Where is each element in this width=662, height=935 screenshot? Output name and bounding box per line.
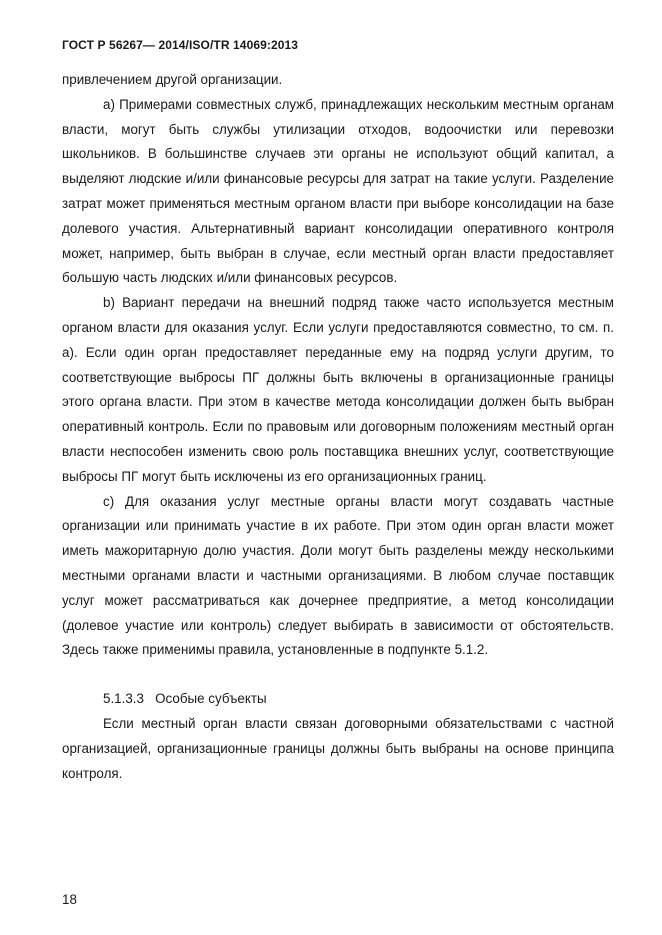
document-header: ГОСТ Р 56267— 2014/ISO/TR 14069:2013: [62, 38, 299, 52]
document-body: [62, 68, 614, 786]
section-heading: 5.1.3.3 Особые субъекты: [103, 691, 267, 707]
paragraph-continuation: привлечением другой организации.: [62, 72, 283, 87]
paragraph-item-b: b) Вариант передачи на внешний подряд также часто используется местным органом власти для оказания услуг. Если услуги предоставляются совместно, то см. п. а). Если один орган предоставляет переданные ему на подряд услуги другим, то соответствующие выбросы ПГ должны быть включены в организационные границы этого органа власти. При этом в качестве метода консолидации должен быть выбран оперативный контроль. Если по правовым или договорным положениям местный орган власти неспособен изменить свою роль поставщика внешних услуг, соответствующие выбросы ПГ могут быть исключены из его организационных границ.: [62, 295, 614, 484]
paragraph-item-a: а) Примерами совместных служб, принадлежащих нескольким местным органам власти, могут быть службы утилизации отходов, водоочистки или перевозки школьников. В большинстве случаев эти органы не используют общий капитал, а выделяют людские и/или финансовые ресурсы для затрат на такие услуги. Разделение затрат может применяться местным органом власти при выборе консолидации на базе долевого участия. Альтернативный вариант консолидации оперативного контроля может, например, быть выбран в случае, если местный орган власти предоставляет большую часть людских и/или финансовых ресурсов.: [62, 96, 614, 286]
page-number: 18: [62, 892, 77, 907]
paragraph-item-c: с) Для оказания услуг местные органы власти могут создавать частные организации или принимать участие в их работе. При этом один орган власти может иметь мажоритарную долю участия. Доли могут быть разделены между несколькими местными органами власти и частными организациями. В любом случае поставщик услуг может рассматриваться как дочернее предприятие, а метод консолидации (долевое участие или контроль) следует выбирать в зависимости от обстоятельств. Здесь также применимы правила, установленные в подпункте 5.1.2.: [62, 493, 614, 658]
paragraph-special-entities: Если местный орган власти связан договорными обязательствами с частной организацией, организационные границы должны быть выбраны на основе принципа контроля.: [62, 715, 614, 781]
